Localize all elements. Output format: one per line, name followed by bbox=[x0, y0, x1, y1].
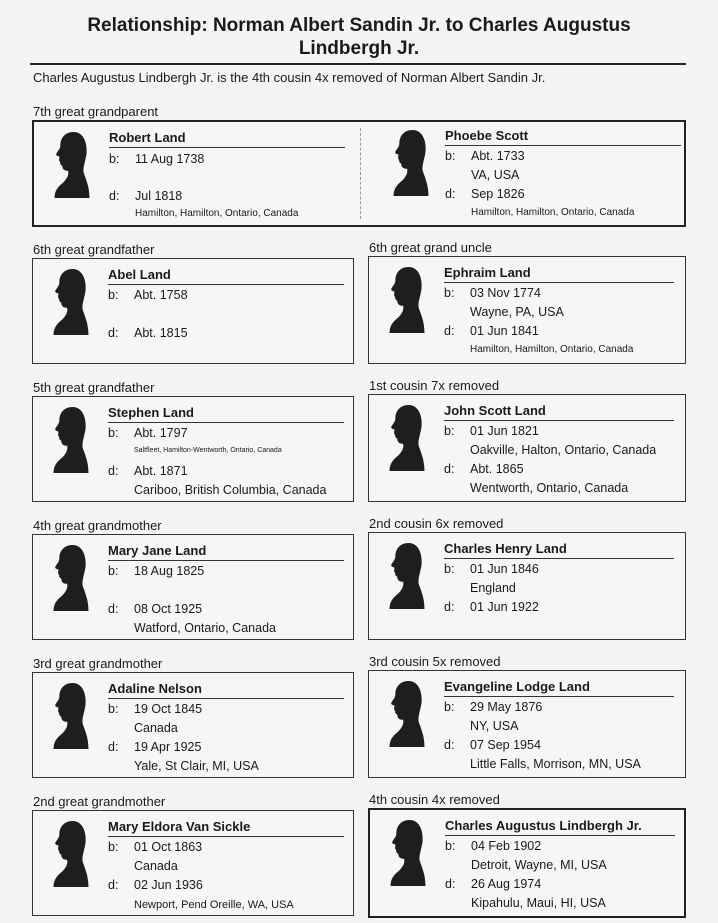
death-date: 08 Oct 1925 bbox=[134, 602, 203, 616]
death-date: Abt. 1865 bbox=[470, 462, 524, 476]
person-name: Adaline Nelson bbox=[108, 681, 344, 699]
person-name: Evangeline Lodge Land bbox=[444, 679, 674, 697]
death-label: d: bbox=[444, 324, 455, 338]
death-place: Kipahulu, Maui, HI, USA bbox=[471, 896, 606, 910]
birth-place: Oakville, Halton, Ontario, Canada bbox=[470, 443, 657, 457]
death-date: 01 Jun 1922 bbox=[470, 600, 539, 614]
death-date: Abt. 1871 bbox=[134, 464, 188, 478]
birth-place: England bbox=[470, 581, 516, 595]
person-silhouette-icon bbox=[387, 403, 427, 471]
death-label: d: bbox=[444, 462, 455, 476]
death-date: Abt. 1815 bbox=[134, 326, 188, 340]
person-name: Ephraim Land bbox=[444, 265, 674, 283]
death-date: 02 Jun 1936 bbox=[134, 878, 203, 892]
generation-label: 5th great grandfather bbox=[33, 380, 155, 395]
birth-label: b: bbox=[108, 840, 119, 854]
person-name: Charles Henry Land bbox=[444, 541, 674, 559]
person-name: Abel Land bbox=[108, 267, 344, 285]
birth-date: 01 Oct 1863 bbox=[134, 840, 203, 854]
birth-date: Abt. 1797 bbox=[134, 426, 188, 440]
birth-place: Wayne, PA, USA bbox=[470, 305, 564, 319]
person-card bbox=[32, 672, 354, 778]
generation-label: 2nd great grandmother bbox=[33, 794, 166, 809]
birth-date: 04 Feb 1902 bbox=[471, 839, 542, 853]
generation-label: 3rd cousin 5x removed bbox=[369, 654, 501, 669]
birth-place: VA, USA bbox=[471, 168, 520, 182]
generation-label: 4th great grandmother bbox=[33, 518, 162, 533]
birth-date: Abt. 1758 bbox=[134, 288, 188, 302]
death-place: Wentworth, Ontario, Canada bbox=[470, 481, 629, 495]
title-line-2: Lindbergh Jr. bbox=[298, 38, 420, 59]
birth-label: b: bbox=[445, 149, 456, 163]
generation-label: 6th great grandfather bbox=[33, 242, 155, 257]
death-place: Hamilton, Hamilton, Ontario, Canada bbox=[471, 207, 635, 218]
death-label: d: bbox=[445, 187, 456, 201]
page-title bbox=[30, 14, 688, 60]
death-date: 07 Sep 1954 bbox=[470, 738, 541, 752]
birth-place: NY, USA bbox=[470, 719, 519, 733]
generation-label: 7th great grandparent bbox=[33, 104, 159, 119]
birth-date: 19 Oct 1845 bbox=[134, 702, 203, 716]
generation-label: 6th great grand uncle bbox=[369, 240, 492, 255]
birth-label: b: bbox=[108, 426, 119, 440]
generation-label: 4th cousin 4x removed bbox=[369, 792, 500, 807]
title-rule bbox=[30, 63, 686, 65]
person-card bbox=[32, 810, 354, 916]
death-label: d: bbox=[109, 189, 120, 203]
person-silhouette-icon bbox=[391, 128, 431, 196]
birth-place: Canada bbox=[134, 859, 178, 873]
person-name: Phoebe Scott bbox=[445, 128, 681, 146]
person-name: Charles Augustus Lindbergh Jr. bbox=[445, 818, 675, 836]
person-silhouette-icon bbox=[51, 681, 91, 749]
person-silhouette-icon bbox=[388, 818, 428, 886]
death-place: Cariboo, British Columbia, Canada bbox=[134, 483, 327, 497]
birth-label: b: bbox=[444, 424, 455, 438]
generation-label: 1st cousin 7x removed bbox=[369, 378, 500, 393]
person-silhouette-icon bbox=[52, 130, 92, 198]
person-card bbox=[32, 258, 354, 364]
birth-date: 11 Aug 1738 bbox=[135, 152, 205, 166]
death-date: 19 Apr 1925 bbox=[134, 740, 202, 754]
person-card bbox=[368, 256, 686, 364]
person-card bbox=[32, 534, 354, 640]
birth-label: b: bbox=[444, 286, 455, 300]
person-card bbox=[368, 532, 686, 640]
birth-date: 29 May 1876 bbox=[470, 700, 543, 714]
death-place: Little Falls, Morrison, MN, USA bbox=[470, 757, 641, 771]
death-label: d: bbox=[108, 602, 119, 616]
birth-date: 01 Jun 1821 bbox=[470, 424, 539, 438]
birth-date: 01 Jun 1846 bbox=[470, 562, 539, 576]
birth-place: Saltfleet, Hamilton-Wentworth, Ontario, Canada bbox=[134, 447, 282, 454]
person-silhouette-icon bbox=[387, 541, 427, 609]
generation-label: 2nd cousin 6x removed bbox=[369, 516, 504, 531]
death-date: Sep 1826 bbox=[471, 187, 525, 201]
couple-card bbox=[32, 120, 686, 227]
death-place: Watford, Ontario, Canada bbox=[134, 621, 276, 635]
death-label: d: bbox=[108, 740, 119, 754]
birth-date: 03 Nov 1774 bbox=[470, 286, 541, 300]
person-name: John Scott Land bbox=[444, 403, 674, 421]
death-label: d: bbox=[108, 464, 119, 478]
person-name: Stephen Land bbox=[108, 405, 344, 423]
target-person-card bbox=[368, 808, 686, 918]
death-place: Hamilton, Hamilton, Ontario, Canada bbox=[470, 344, 634, 355]
person-silhouette-icon bbox=[51, 405, 91, 473]
birth-label: b: bbox=[108, 564, 119, 578]
death-date: 26 Aug 1974 bbox=[471, 877, 542, 891]
birth-label: b: bbox=[445, 839, 456, 853]
person-card bbox=[368, 670, 686, 778]
birth-date: Abt. 1733 bbox=[471, 149, 525, 163]
death-date: 01 Jun 1841 bbox=[470, 324, 539, 338]
birth-date: 18 Aug 1825 bbox=[134, 564, 205, 578]
birth-label: b: bbox=[109, 152, 120, 166]
death-label: d: bbox=[108, 878, 119, 892]
birth-label: b: bbox=[108, 288, 119, 302]
title-line-1: Relationship: Norman Albert Sandin Jr. to Charles Augustus bbox=[87, 15, 631, 36]
death-place: Newport, Pend Oreille, WA, USA bbox=[134, 899, 294, 911]
person-silhouette-icon bbox=[51, 819, 91, 887]
birth-place: Detroit, Wayne, MI, USA bbox=[471, 858, 607, 872]
person-name: Robert Land bbox=[109, 130, 345, 148]
death-place: Hamilton, Hamilton, Ontario, Canada bbox=[135, 208, 299, 219]
birth-label: b: bbox=[444, 700, 455, 714]
death-date: Jul 1818 bbox=[135, 189, 183, 203]
person-silhouette-icon bbox=[51, 267, 91, 335]
person-silhouette-icon bbox=[51, 543, 91, 611]
person-silhouette-icon bbox=[387, 265, 427, 333]
death-label: d: bbox=[445, 877, 456, 891]
death-label: d: bbox=[444, 600, 455, 614]
death-place: Yale, St Clair, MI, USA bbox=[134, 759, 259, 773]
generation-label: 3rd great grandmother bbox=[33, 656, 163, 671]
couple-divider bbox=[360, 128, 361, 219]
birth-place: Canada bbox=[134, 721, 178, 735]
person-card bbox=[32, 396, 354, 502]
person-name: Mary Jane Land bbox=[108, 543, 344, 561]
death-label: d: bbox=[108, 326, 119, 340]
birth-label: b: bbox=[444, 562, 455, 576]
relationship-summary: Charles Augustus Lindbergh Jr. is the 4th cousin 4x removed of Norman Albert Sandin Jr. bbox=[33, 70, 546, 85]
person-silhouette-icon bbox=[387, 679, 427, 747]
death-label: d: bbox=[444, 738, 455, 752]
birth-label: b: bbox=[108, 702, 119, 716]
person-name: Mary Eldora Van Sickle bbox=[108, 819, 344, 837]
person-card bbox=[368, 394, 686, 502]
